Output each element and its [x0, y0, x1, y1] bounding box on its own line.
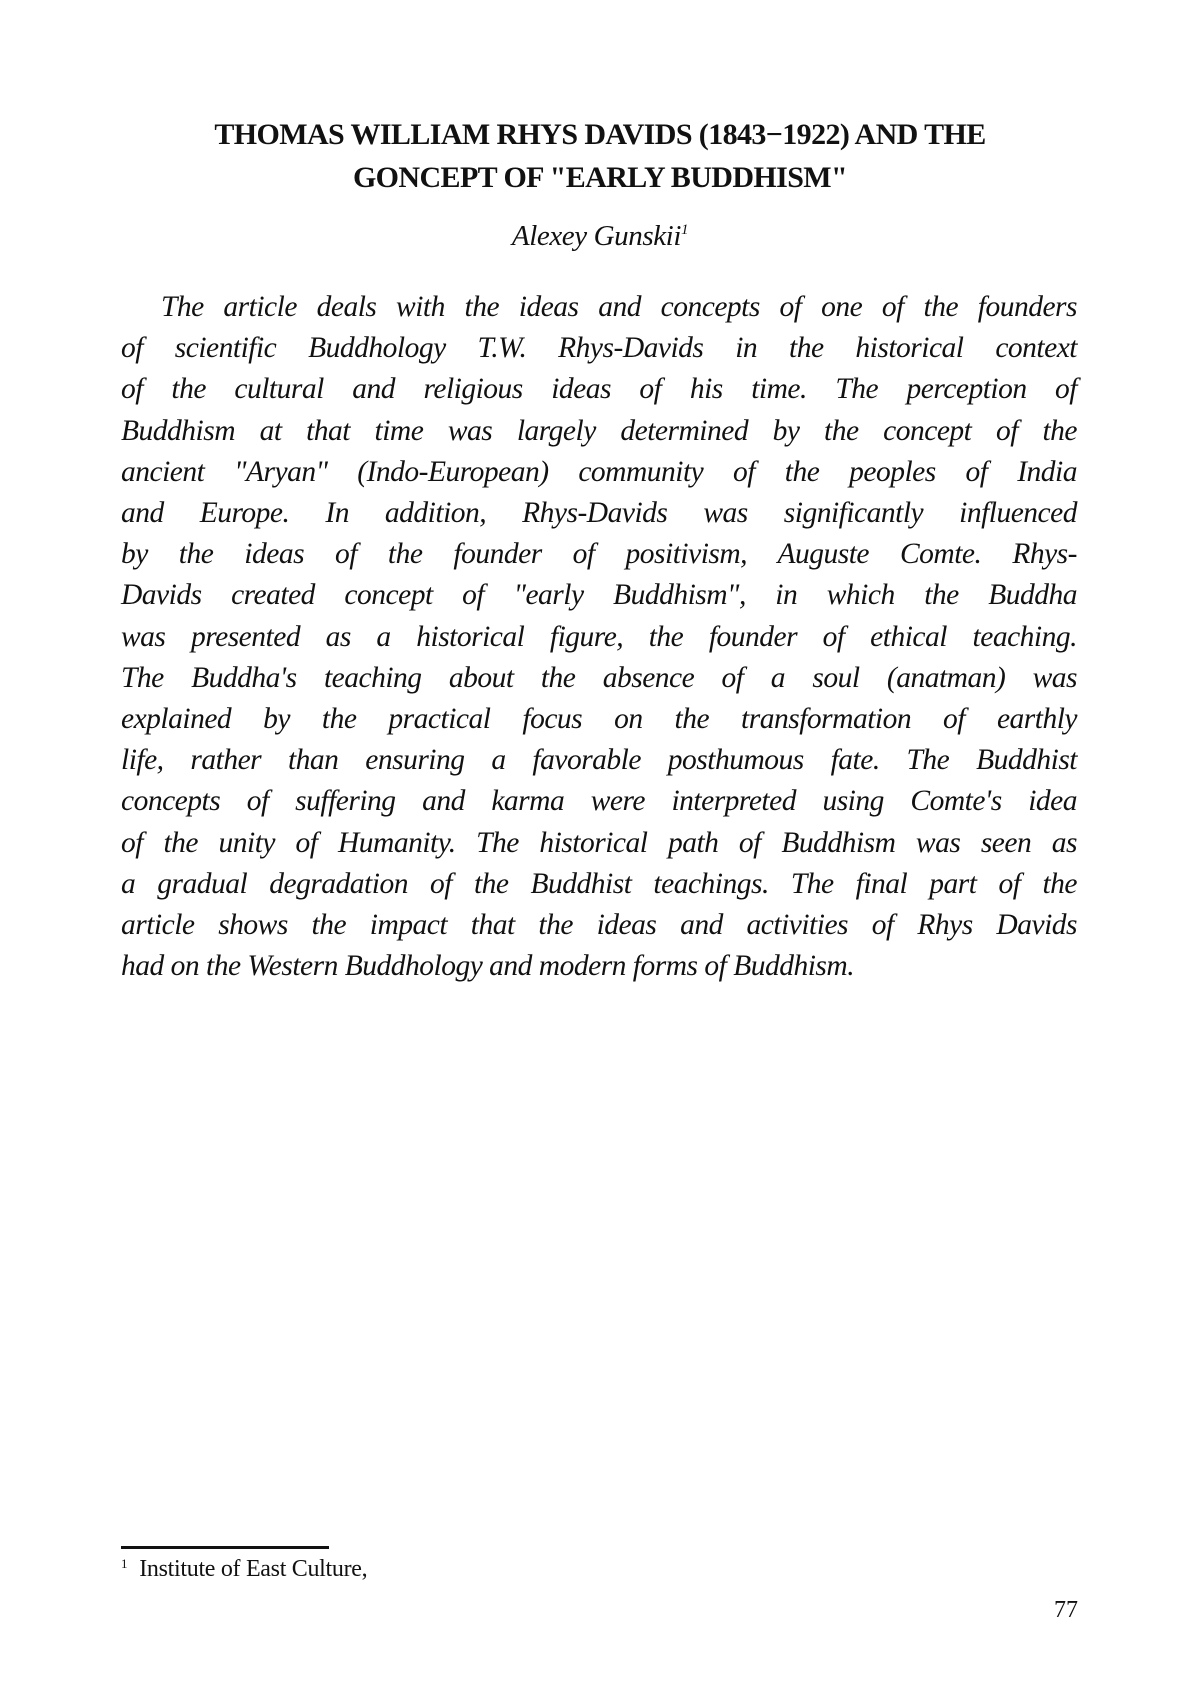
- author-name: Alexey Gunskii: [512, 220, 681, 252]
- abstract-line: had on the Western Buddhology and modern forms of Buddhism.: [121, 946, 1077, 987]
- abstract-line: Davids created concept of "early Buddhism", in which the Buddha: [121, 575, 1077, 616]
- footnote-mark: 1: [121, 1556, 127, 1571]
- footnote: [121, 1556, 367, 1583]
- abstract-line: The article deals with the ideas and concepts of one of the founders: [121, 287, 1077, 328]
- author: [0, 220, 1200, 253]
- abstract-line: concepts of suffering and karma were interpreted using Comte's idea: [121, 781, 1077, 822]
- abstract-line: a gradual degradation of the Buddhist teachings. The final part of the: [121, 864, 1077, 905]
- abstract-line: article shows the impact that the ideas and activities of Rhys Davids: [121, 905, 1077, 946]
- abstract-line: explained by the practical focus on the transformation of earthly: [121, 699, 1077, 740]
- abstract-line: The Buddha's teaching about the absence of a soul (anatman) was: [121, 658, 1077, 699]
- abstract-line: ancient "Aryan" (Indo-European) community of the peoples of India: [121, 452, 1077, 493]
- footnote-text: Institute of East Culture,: [139, 1556, 367, 1582]
- abstract-line: of the cultural and religious ideas of his time. The perception of: [121, 369, 1077, 410]
- author-footnote-mark: 1: [681, 222, 688, 238]
- abstract-line: of scientific Buddhology T.W. Rhys-Davids in the historical context: [121, 328, 1077, 369]
- abstract-line: life, rather than ensuring a favorable posthumous fate. The Buddhist: [121, 740, 1077, 781]
- abstract: [121, 287, 1077, 987]
- title-line-2: GONCEPT OF "EARLY BUDDHISM": [100, 156, 1100, 199]
- title-line-1: THOMAS WILLIAM RHYS DAVIDS (1843−1922) AND THE: [100, 113, 1100, 156]
- abstract-line: and Europe. In addition, Rhys-Davids was significantly influenced: [121, 493, 1077, 534]
- abstract-line: Buddhism at that time was largely determined by the concept of the: [121, 411, 1077, 452]
- abstract-line: of the unity of Humanity. The historical path of Buddhism was seen as: [121, 823, 1077, 864]
- footnote-divider: [121, 1546, 329, 1549]
- article-title: [100, 113, 1100, 199]
- abstract-line: was presented as a historical figure, the founder of ethical teaching.: [121, 617, 1077, 658]
- abstract-line: by the ideas of the founder of positivism, Auguste Comte. Rhys-: [121, 534, 1077, 575]
- page-number: 77: [1054, 1597, 1078, 1624]
